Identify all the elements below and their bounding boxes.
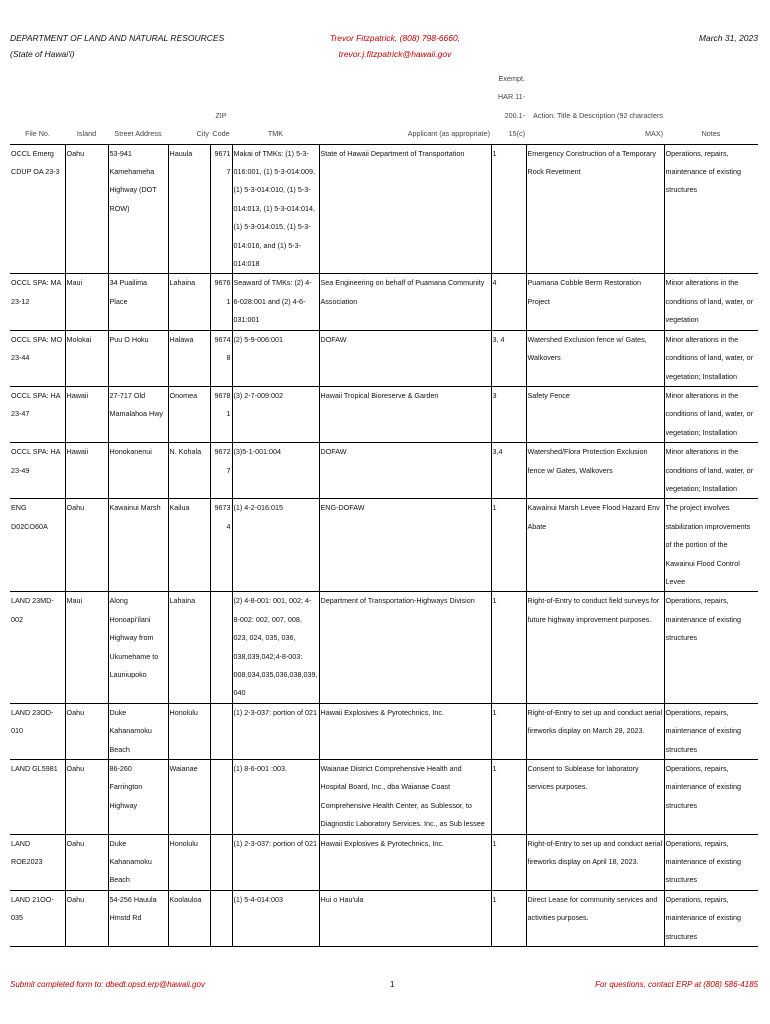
department-block — [10, 30, 224, 62]
cell-file-no: OCCL SPA: HA 23-49 — [11, 447, 61, 475]
cell-action: Emergency Construction of a Temporary Rock Revetment — [526, 144, 664, 274]
cell-city: Koolauloa — [168, 890, 210, 946]
cell-street: Duke Kahanamoku Beach — [108, 834, 168, 890]
cell-action: Direct Lease for community services and activities purposes. — [526, 890, 664, 946]
cell-notes: Operations, repairs, maintenance of existing structures — [664, 144, 758, 274]
contact-email: trevor.j.fitzpatrick@hawaii.gov — [338, 49, 452, 59]
cell-notes: Operations, repairs, maintenance of existing structures — [664, 592, 758, 703]
col-island: Island — [76, 129, 97, 139]
cell-file-no: OCCL SPA: MA 23-12 — [11, 278, 61, 306]
cell-applicant: Sea Engineering on behalf of Puamana Community Association — [319, 274, 491, 330]
col-notes: Notes — [701, 129, 721, 139]
col-file-no: File No. — [25, 129, 50, 139]
cell-applicant: ENG-DOFAW — [319, 499, 491, 592]
cell-applicant: State of Hawaii Department of Transportation — [319, 144, 491, 274]
cell-zip — [210, 760, 232, 835]
cell-tmk: (1) 8-6-001 :003. — [232, 760, 319, 835]
cell-exempt: 1 — [491, 703, 526, 759]
cell-city: Waianae — [168, 760, 210, 835]
cell-notes: Operations, repairs, maintenance of existing structures — [664, 834, 758, 890]
cell-city: Kailua — [168, 499, 210, 592]
submit-instructions: Submit completed form to: dbedt.opsd.erp@hawaii.gov — [10, 980, 205, 989]
cell-island: Oahu — [65, 760, 108, 835]
cell-applicant: Hawaii Explosives & Pyrotechnics, Inc. — [319, 834, 491, 890]
cell-city: Honolulu — [168, 703, 210, 759]
cell-island: Oahu — [65, 890, 108, 946]
department-name: DEPARTMENT OF LAND AND NATURAL RESOURCES — [10, 33, 225, 43]
cell-island: Oahu — [65, 144, 108, 274]
table-row — [10, 890, 758, 946]
table-row — [10, 834, 758, 890]
cell-street: Puu O Hoku — [108, 330, 168, 386]
cell-action: Watershed Exclusion fence w/ Gates, Walkovers — [526, 330, 664, 386]
cell-file-no: LAND 21OO-035 — [11, 894, 54, 923]
cell-notes: Operations, repairs, maintenance of existing structures — [664, 760, 758, 835]
cell-file-no: OCCL SPA: HA 23-47 — [11, 390, 61, 419]
cell-street: 86-260 Farrington Highway — [108, 760, 168, 835]
col-city: City — [196, 129, 209, 139]
cell-exempt: 1 — [491, 890, 526, 946]
table-row — [10, 330, 758, 386]
cell-tmk: Seaward of TMKs: (2) 4-6-028:001 and (2) 4-6-031:001 — [232, 274, 319, 330]
cell-exempt: 1 — [491, 499, 526, 592]
cell-city: Hauula — [168, 144, 210, 274]
cell-island: Maui — [65, 274, 108, 330]
cell-zip: 96727 — [210, 443, 232, 499]
cell-file-no: ENG D02CO60A — [11, 503, 48, 531]
cell-zip: 96781 — [210, 386, 232, 442]
cell-street: 34 Puailima Place — [108, 274, 168, 330]
cell-applicant: DOFAW — [319, 330, 491, 386]
cell-island: Oahu — [65, 703, 108, 759]
cell-action: Watershed/Flora Protection Exclusion fence w/ Gates, Walkovers — [526, 443, 664, 499]
col-action: Action: Title & Description (92 characters MAX) — [533, 110, 663, 139]
cell-action: Consent to Sublease for laboratory services purposes. — [526, 760, 664, 835]
cell-action: Puamana Cobble Berm Restoration Project — [526, 274, 664, 330]
cell-notes: Operations, repairs, maintenance of existing structures — [664, 890, 758, 946]
table-row — [10, 703, 758, 759]
cell-tmk: (1) 2-3-037: portion of 021 — [232, 834, 319, 890]
table-row — [10, 760, 758, 835]
cell-exempt: 3,4 — [491, 443, 526, 499]
cell-street: 27-717 Old Mamalahoa Hwy — [108, 386, 168, 442]
cell-zip — [210, 592, 232, 703]
header-row — [10, 70, 758, 144]
cell-tmk: (2) 5-9-006:001 — [232, 330, 319, 386]
cell-file-no: OCCL SPA: MO 23-44 — [11, 334, 63, 363]
cell-exempt: 1 — [491, 834, 526, 890]
cell-zip: 96748 — [210, 330, 232, 386]
cell-city: Honolulu — [168, 834, 210, 890]
cell-action: Right-of-Entry to conduct field surveys for future highway improvement purposes. — [526, 592, 664, 703]
table-row — [10, 386, 758, 442]
cell-island: Oahu — [65, 499, 108, 592]
cell-action: Kawainui Marsh Levee Flood Hazard Env Abate — [526, 499, 664, 592]
col-exempt: Exempt. HAR 11-200.1-15(c) — [497, 74, 525, 139]
cell-tmk: (1) 2-3-037: portion of 021 — [232, 703, 319, 759]
table-row — [10, 274, 758, 330]
cell-street: Honokanenui — [108, 443, 168, 499]
cell-applicant: Hawaii Explosives & Pyrotechnics, Inc. — [319, 703, 491, 759]
cell-tmk: (1) 5-4-014:003 — [232, 890, 319, 946]
cell-tmk: (2) 4-8-001: 001, 002; 4-8-002: 002, 007, 008, 023, 024, 035, 036, 038,039,042;4-8-003: 008,034,035,036,038,039,040 — [232, 592, 319, 703]
cell-notes: The project involves stabilization improvements of the portion of the Kawainui Flood Control Levee — [664, 499, 758, 592]
table-row — [10, 499, 758, 592]
table-body — [10, 144, 758, 946]
cell-exempt: 1 — [491, 592, 526, 703]
cell-island: Maui — [65, 592, 108, 703]
contact-instructions: For questions, contact ERP at (808) 586-4185 — [595, 980, 758, 989]
cell-zip: 96717 — [210, 144, 232, 274]
cell-tmk: Makai of TMKs: (1) 5-3-016:001, (1) 5-3-014:009, (1) 5-3-014:010, (1) 5-3-014:013, (1) 5-3-014:014, (1) 5-3-014:015, (1) 5-3-014:016, and (1) 5-3-014:018 — [232, 144, 319, 274]
cell-exempt: 1 — [491, 760, 526, 835]
cell-applicant: Waianae District Comprehensive Health and Hospital Board, Inc., dba Waianae Coast Comprehensive Health Center, as Sublessor, to Diagnostic Laboratory Services. Inc., as Sub lessee — [319, 760, 491, 835]
cell-zip — [210, 834, 232, 890]
cell-city: N. Kohala — [168, 443, 210, 499]
page-number: 1 — [390, 980, 395, 989]
cell-file-no: LAND 23MD-002 — [11, 596, 54, 624]
cell-city: Onomea — [168, 386, 210, 442]
cell-zip — [210, 890, 232, 946]
cell-applicant: Department of Transportation-Highways Division — [319, 592, 491, 703]
cell-notes: Minor alterations in the conditions of land, water, or vegetation; Installation — [664, 386, 758, 442]
cell-action: Right-of-Entry to set up and conduct aerial fireworks display on March 28, 2023. — [526, 703, 664, 759]
state-name: (State of Hawai'i) — [10, 49, 75, 59]
cell-street: Along Honoapi'ilani Highway from Ukumehame to Launiupoko — [108, 592, 168, 703]
cell-city: Lahaina — [168, 274, 210, 330]
cell-exempt: 4 — [491, 274, 526, 330]
cell-tmk: (3) 2-7-009:002 — [232, 386, 319, 442]
cell-file-no: LAND ROE2023 — [11, 838, 43, 867]
cell-street: 53-941 Kamehameha Highway (DOT ROW) — [108, 144, 168, 274]
contact-block — [310, 30, 480, 62]
cell-action: Right-of-Entry to set up and conduct aerial fireworks display on April 18, 2023. — [526, 834, 664, 890]
cell-action: Safety Fence — [526, 386, 664, 442]
cell-notes: Minor alterations in the conditions of land, water, or vegetation; Installation — [664, 330, 758, 386]
cell-notes: Minor alterations in the conditions of land, water, or vegetation; Installation — [664, 443, 758, 499]
cell-notes: Operations, repairs, maintenance of existing structures — [664, 703, 758, 759]
cell-street: Duke Kahanamoku Beach — [108, 703, 168, 759]
cell-tmk: (1) 4-2-016:015 — [232, 499, 319, 592]
cell-island: Hawaii — [65, 443, 108, 499]
table-row — [10, 443, 758, 499]
contact-name-phone: Trevor Fitzpatrick, (808) 798-6660, — [329, 33, 461, 43]
cell-exempt: 3, 4 — [491, 330, 526, 386]
cell-applicant: Hui o Hau'ula — [319, 890, 491, 946]
cell-exempt: 3 — [491, 386, 526, 442]
cell-island: Oahu — [65, 834, 108, 890]
cell-street: 54-256 Hauula Hmstd Rd — [108, 890, 168, 946]
cell-notes: Minor alterations in the conditions of land, water, or vegetation — [664, 274, 758, 330]
cell-file-no: LAND 23OD-010 — [11, 707, 54, 736]
exemption-table — [10, 70, 758, 947]
cell-applicant: Hawaii Tropical Bioreserve & Garden — [319, 386, 491, 442]
cell-street: Kawainui Marsh — [108, 499, 168, 592]
cell-tmk: (3)5-1-001:004 — [232, 443, 319, 499]
table-row — [10, 144, 758, 274]
cell-island: Hawaii — [65, 386, 108, 442]
col-street-address: Street Address — [114, 129, 162, 139]
table-row — [10, 592, 758, 703]
report-date: March 31, 2023 — [698, 33, 758, 43]
col-tmk: TMK — [267, 129, 284, 139]
cell-exempt: 1 — [491, 144, 526, 274]
cell-island: Molokai — [65, 330, 108, 386]
col-zip: ZIP Code — [212, 110, 230, 139]
cell-zip: 96734 — [210, 499, 232, 592]
cell-file-no: OCCL Emerg CDUP OA 23-3 — [11, 148, 60, 177]
cell-city: Halawa — [168, 330, 210, 386]
cell-applicant: DOFAW — [319, 443, 491, 499]
page-header — [10, 30, 758, 70]
cell-city: Lahaina — [168, 592, 210, 703]
col-applicant: Applicant (as appropriate) — [407, 129, 490, 139]
cell-zip — [210, 703, 232, 759]
cell-file-no: LAND GL5981 — [11, 764, 58, 774]
cell-zip: 96761 — [210, 274, 232, 330]
